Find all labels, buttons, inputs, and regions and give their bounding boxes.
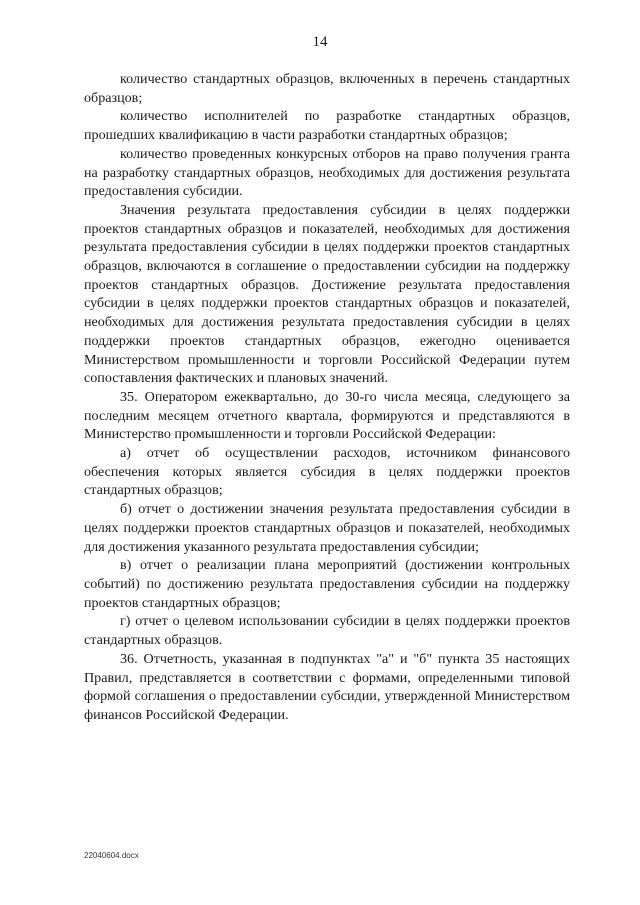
document-body: [84, 70, 570, 725]
paragraph: а) отчет об осуществлении расходов, источником финансового обеспечения которых является субсидия в целях поддержки проектов стандартных образцов;: [84, 445, 570, 499]
paragraph: количество стандартных образцов, включенных в перечень стандартных образцов;: [84, 71, 570, 106]
paragraph: 35. Оператором ежеквартально, до 30-го числа месяца, следующего за последним месяцем отчетного квартала, формируются и представляются в Министерство промышленности и торговли Российской Федерации:: [84, 388, 570, 443]
page-number: 14: [312, 34, 328, 50]
paragraph: г) отчет о целевом использовании субсидии в целях поддержки проектов стандартных образцов.: [84, 613, 570, 649]
footer-filename: 22040604.docx: [84, 851, 139, 860]
paragraph: Значения результата предоставления субсидии в целях поддержки проектов стандартных образцов и показателей, необходимых для достижения результата предоставления субсидии в целях поддержки проектов стандартных образцов, включаются в соглашение о предоставлении субсидии на поддержку проектов стандартных образцов. Достижение результата предоставления субсидии в целях поддержки проектов стандартных образцов и показателей, необходимых для достижения результата предоставления субсидии в целях поддержки проектов стандартных образцов, ежегодно оценивается Министерством промышленности и торговли Российской Федерации путем сопоставления фактических и плановых значений.: [84, 201, 570, 387]
paragraph: б) отчет о достижении значения результата предоставления субсидии в целях поддержки проектов стандартных образцов и показателей, необходимых для достижения указанного результата предоставления субсидии;: [84, 501, 570, 555]
paragraph: количество исполнителей по разработке стандартных образцов, прошедших квалификацию в части разработки стандартных образцов;: [84, 108, 570, 144]
paragraph: 36. Отчетность, указанная в подпунктах "а" и "б" пункта 35 настоящих Правил, представляется в соответствии с формами, определенными типовой формой соглашения о предоставлении субсидии, утвержденной Министерством финансов Российской Федерации.: [84, 650, 570, 723]
paragraph: количество проведенных конкурсных отборов на право получения гранта на разработку стандартных образцов, необходимых для достижения результата предоставления субсидии.: [84, 145, 570, 200]
paragraph: в) отчет о реализации плана мероприятий (достижении контрольных событий) по достижению результата предоставления субсидии на поддержку проектов стандартных образцов;: [84, 557, 570, 611]
